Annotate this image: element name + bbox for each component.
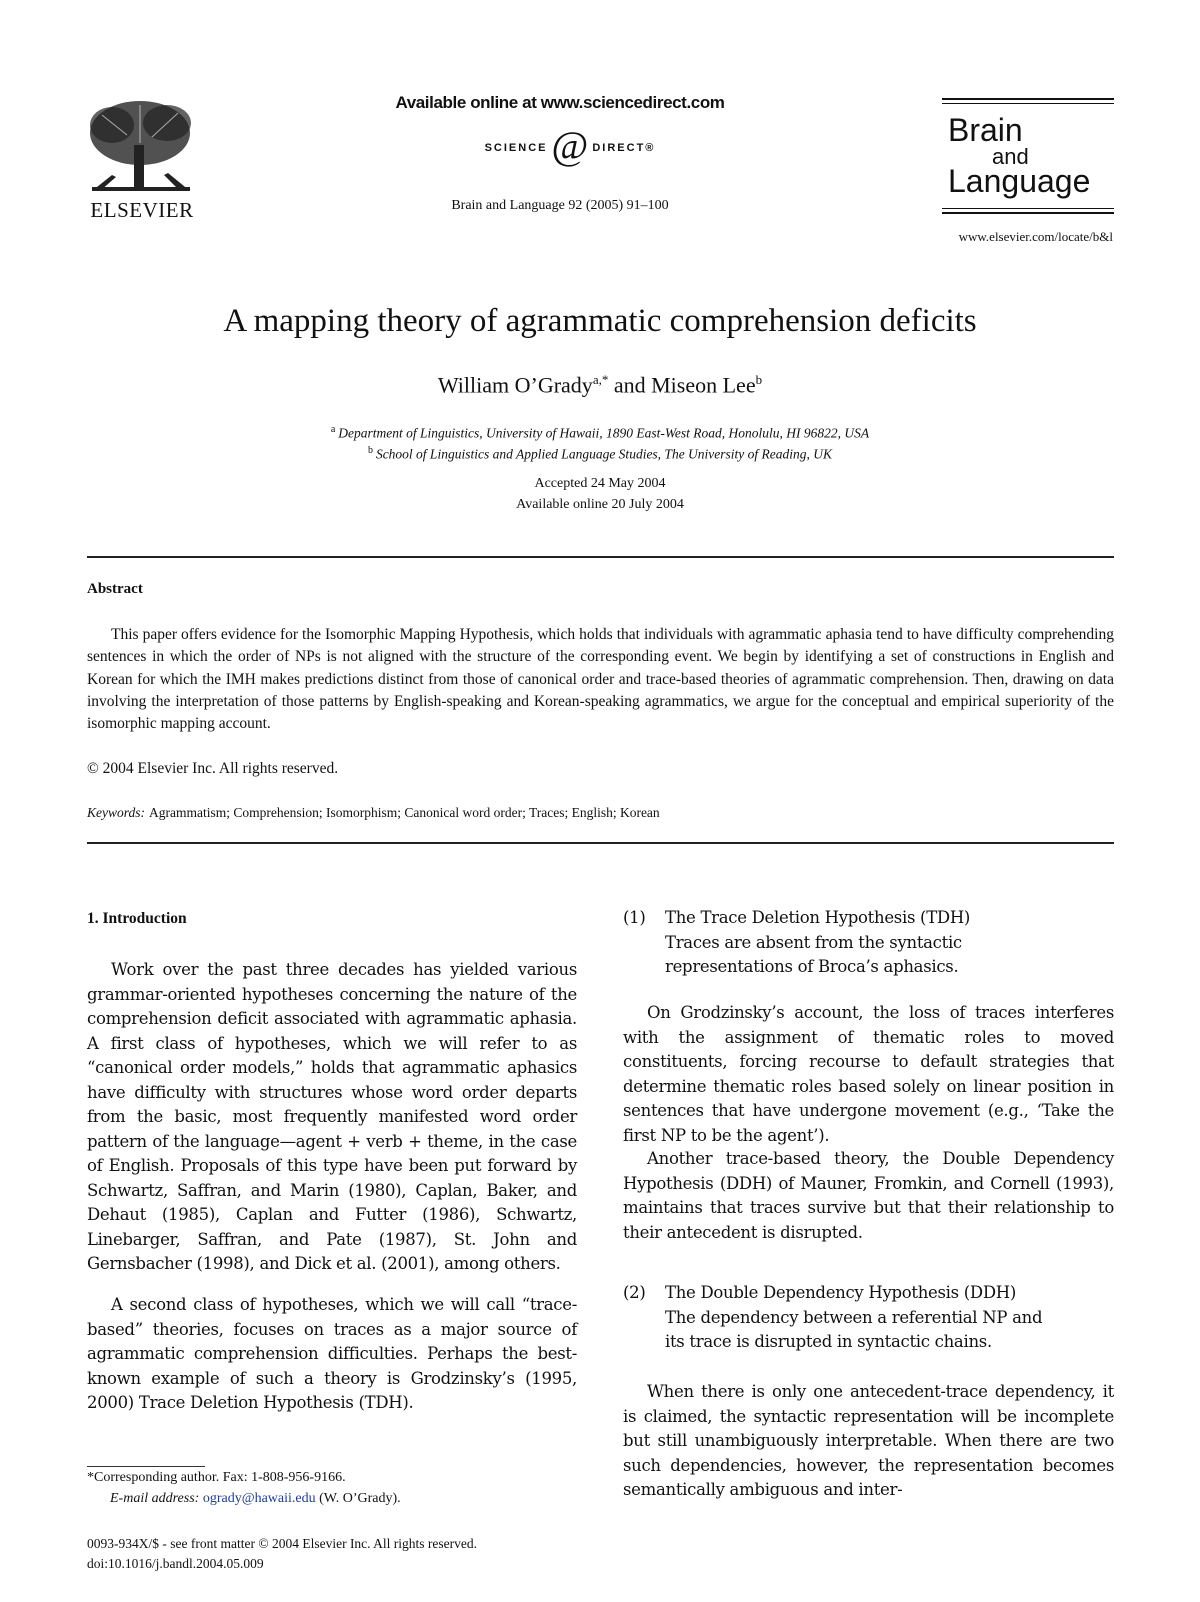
email-link[interactable]: ogrady@hawaii.edu (202, 1491, 316, 1506)
author-list (80, 372, 1120, 398)
email-owner: (W. O’Grady). (319, 1491, 401, 1506)
example-number: (2) (623, 1283, 646, 1302)
brand-rule-top-thin (942, 103, 1114, 104)
author-name: William O’Grady (437, 372, 593, 398)
brand-rule-bottom-thin (942, 208, 1114, 209)
example-line: The Double Dependency Hypothesis (DDH) (665, 1283, 1016, 1302)
example-line: representations of Broca’s aphasics. (665, 957, 959, 976)
sd-left-word: SCIENCE (484, 142, 548, 154)
divider (87, 556, 1114, 558)
brand-rule-top (942, 98, 1114, 100)
abstract-heading: Abstract (87, 581, 143, 597)
example-line: The dependency between a referential NP and (665, 1307, 1043, 1327)
affiliation-mark: b (367, 445, 373, 456)
paragraph: A second class of hypotheses, which we will call “trace-based” theories, focuses on traces as a major source of agrammatic comprehension difficulties. Perhaps the best-known example of such a theory is Grodzinsky’s (1995, 2000) Trace Deletion Hypothesis (TDH). (87, 1295, 577, 1412)
journal-citation: Brain and Language 92 (2005) 91–100 (451, 198, 669, 213)
example-body (665, 906, 970, 980)
affiliation-b (80, 445, 1120, 463)
footnote-email (110, 1491, 401, 1507)
affiliation-text: School of Linguistics and Applied Language Studies, The University of Reading, UK (375, 446, 833, 462)
available-date: Available online 20 July 2004 (516, 497, 684, 512)
abstract-copyright: © 2004 Elsevier Inc. All rights reserved. (87, 760, 339, 777)
issn-line: 0093-934X/$ - see front matter © 2004 Elsevier Inc. All rights reserved. (87, 1536, 478, 1551)
author-affil-mark: b (755, 372, 763, 387)
journal-title-language: Language (948, 163, 1091, 199)
sd-at-icon: @ (551, 123, 589, 168)
author-conjunction: and (608, 372, 652, 398)
publisher-name: ELSEVIER (90, 198, 194, 222)
keywords-label: Keywords: (87, 805, 145, 820)
example-body (665, 1281, 1042, 1355)
section-heading: 1. Introduction (87, 910, 187, 927)
available-online-banner[interactable]: Available online at www.sciencedirect.com (395, 93, 725, 112)
example-line: Traces are absent from the syntactic (665, 932, 962, 952)
paragraph: Work over the past three decades has yielded various grammar-oriented hypotheses concerning the nature of the comprehension deficit associated with agrammatic aphasia. A first class of hypotheses, which we will refer to as “canonical order models,” holds that agrammatic aphasics have difficulty with structures whose word order departs from the basic, most frequently manifested word order pattern of the language—agent + verb + theme, in the case of English. Proposals of this type have been put forward by Schwartz, Saffran, and Marin (1980), Caplan, Baker, and Dehaut (1985), Caplan and Futter (1986), Schwartz, Linebarger, Saffran, and Pate (1987), St. John and Gernsbacher (1998), and Dick et al. (2001), among others. (87, 960, 577, 1273)
journal-title-brain: Brain (948, 112, 1023, 148)
example-2 (623, 1281, 1123, 1361)
example-line: its trace is disrupted in syntactic chains. (665, 1332, 992, 1351)
affiliation-mark: a (330, 424, 336, 435)
author-affil-mark: a,* (592, 372, 609, 387)
example-number: (1) (623, 908, 646, 927)
journal-brand (942, 98, 1114, 216)
doi-line[interactable]: doi:10.1016/j.bandl.2004.05.009 (87, 1556, 264, 1571)
author-name: Miseon Lee (651, 372, 756, 398)
sd-right-word: DIRECT® (592, 142, 656, 154)
footnote-corresponding: *Corresponding author. Fax: 1-808-956-9166. (87, 1470, 346, 1485)
affiliation-a (80, 424, 1120, 442)
paragraph: When there is only one antecedent-trace dependency, it is claimed, the syntactic representation will be incomplete but still unambiguously interpretable. When there are two such dependencies, however, the representation becomes semantically ambiguous and inter- (623, 1382, 1114, 1499)
paper-title: A mapping theory of agrammatic comprehension deficits (223, 303, 977, 339)
email-label: E-mail address: (110, 1491, 200, 1506)
journal-title-and: and (992, 144, 1029, 169)
example-1 (623, 906, 1123, 986)
sciencedirect-logo (400, 123, 740, 168)
abstract-text: This paper offers evidence for the Isomorphic Mapping Hypothesis, which holds that individuals with agrammatic aphasia tend to have difficulty comprehending sentences in which the order of NPs is not aligned with the structure of the corresponding event. We begin by identifying a set of constructions in English and Korean for which the IMH makes predictions distinct from those of canonical order and trace-based theories of agrammatic comprehension. Then, drawing on data involving the interpretation of those patterns by English-speaking and Korean-speaking agrammatics, we argue for the conceptual and empirical superiority of the isomorphic mapping account. (87, 626, 1114, 733)
keywords-list: Agrammatism; Comprehension; Isomorphism; Canonical word order; Traces; English; Korean (149, 805, 660, 820)
keywords (87, 805, 660, 821)
paragraph: On Grodzinsky’s account, the loss of traces interferes with the assignment of thematic roles to moved constituents, forcing recourse to default strategies that determine thematic roles based solely on linear position in sentences that have undergone movement (e.g., ‘Take the first NP to be the agent’). (623, 1003, 1114, 1145)
brand-rule-bottom (942, 212, 1114, 214)
example-line: The Trace Deletion Hypothesis (TDH) (665, 908, 971, 927)
affiliation-text: Department of Linguistics, University of Hawaii, 1890 East-West Road, Honolulu, HI 96822, USA (338, 425, 870, 441)
journal-url[interactable]: www.elsevier.com/locate/b&l (958, 229, 1113, 244)
paragraph: Another trace-based theory, the Double Dependency Hypothesis (DDH) of Mauner, Fromkin, and Cornell (1993), maintains that traces survive but that their relationship to their antecedent is disrupted. (623, 1149, 1114, 1242)
divider (87, 842, 1114, 844)
footnote-rule (87, 1466, 205, 1467)
accepted-date: Accepted 24 May 2004 (534, 476, 666, 491)
